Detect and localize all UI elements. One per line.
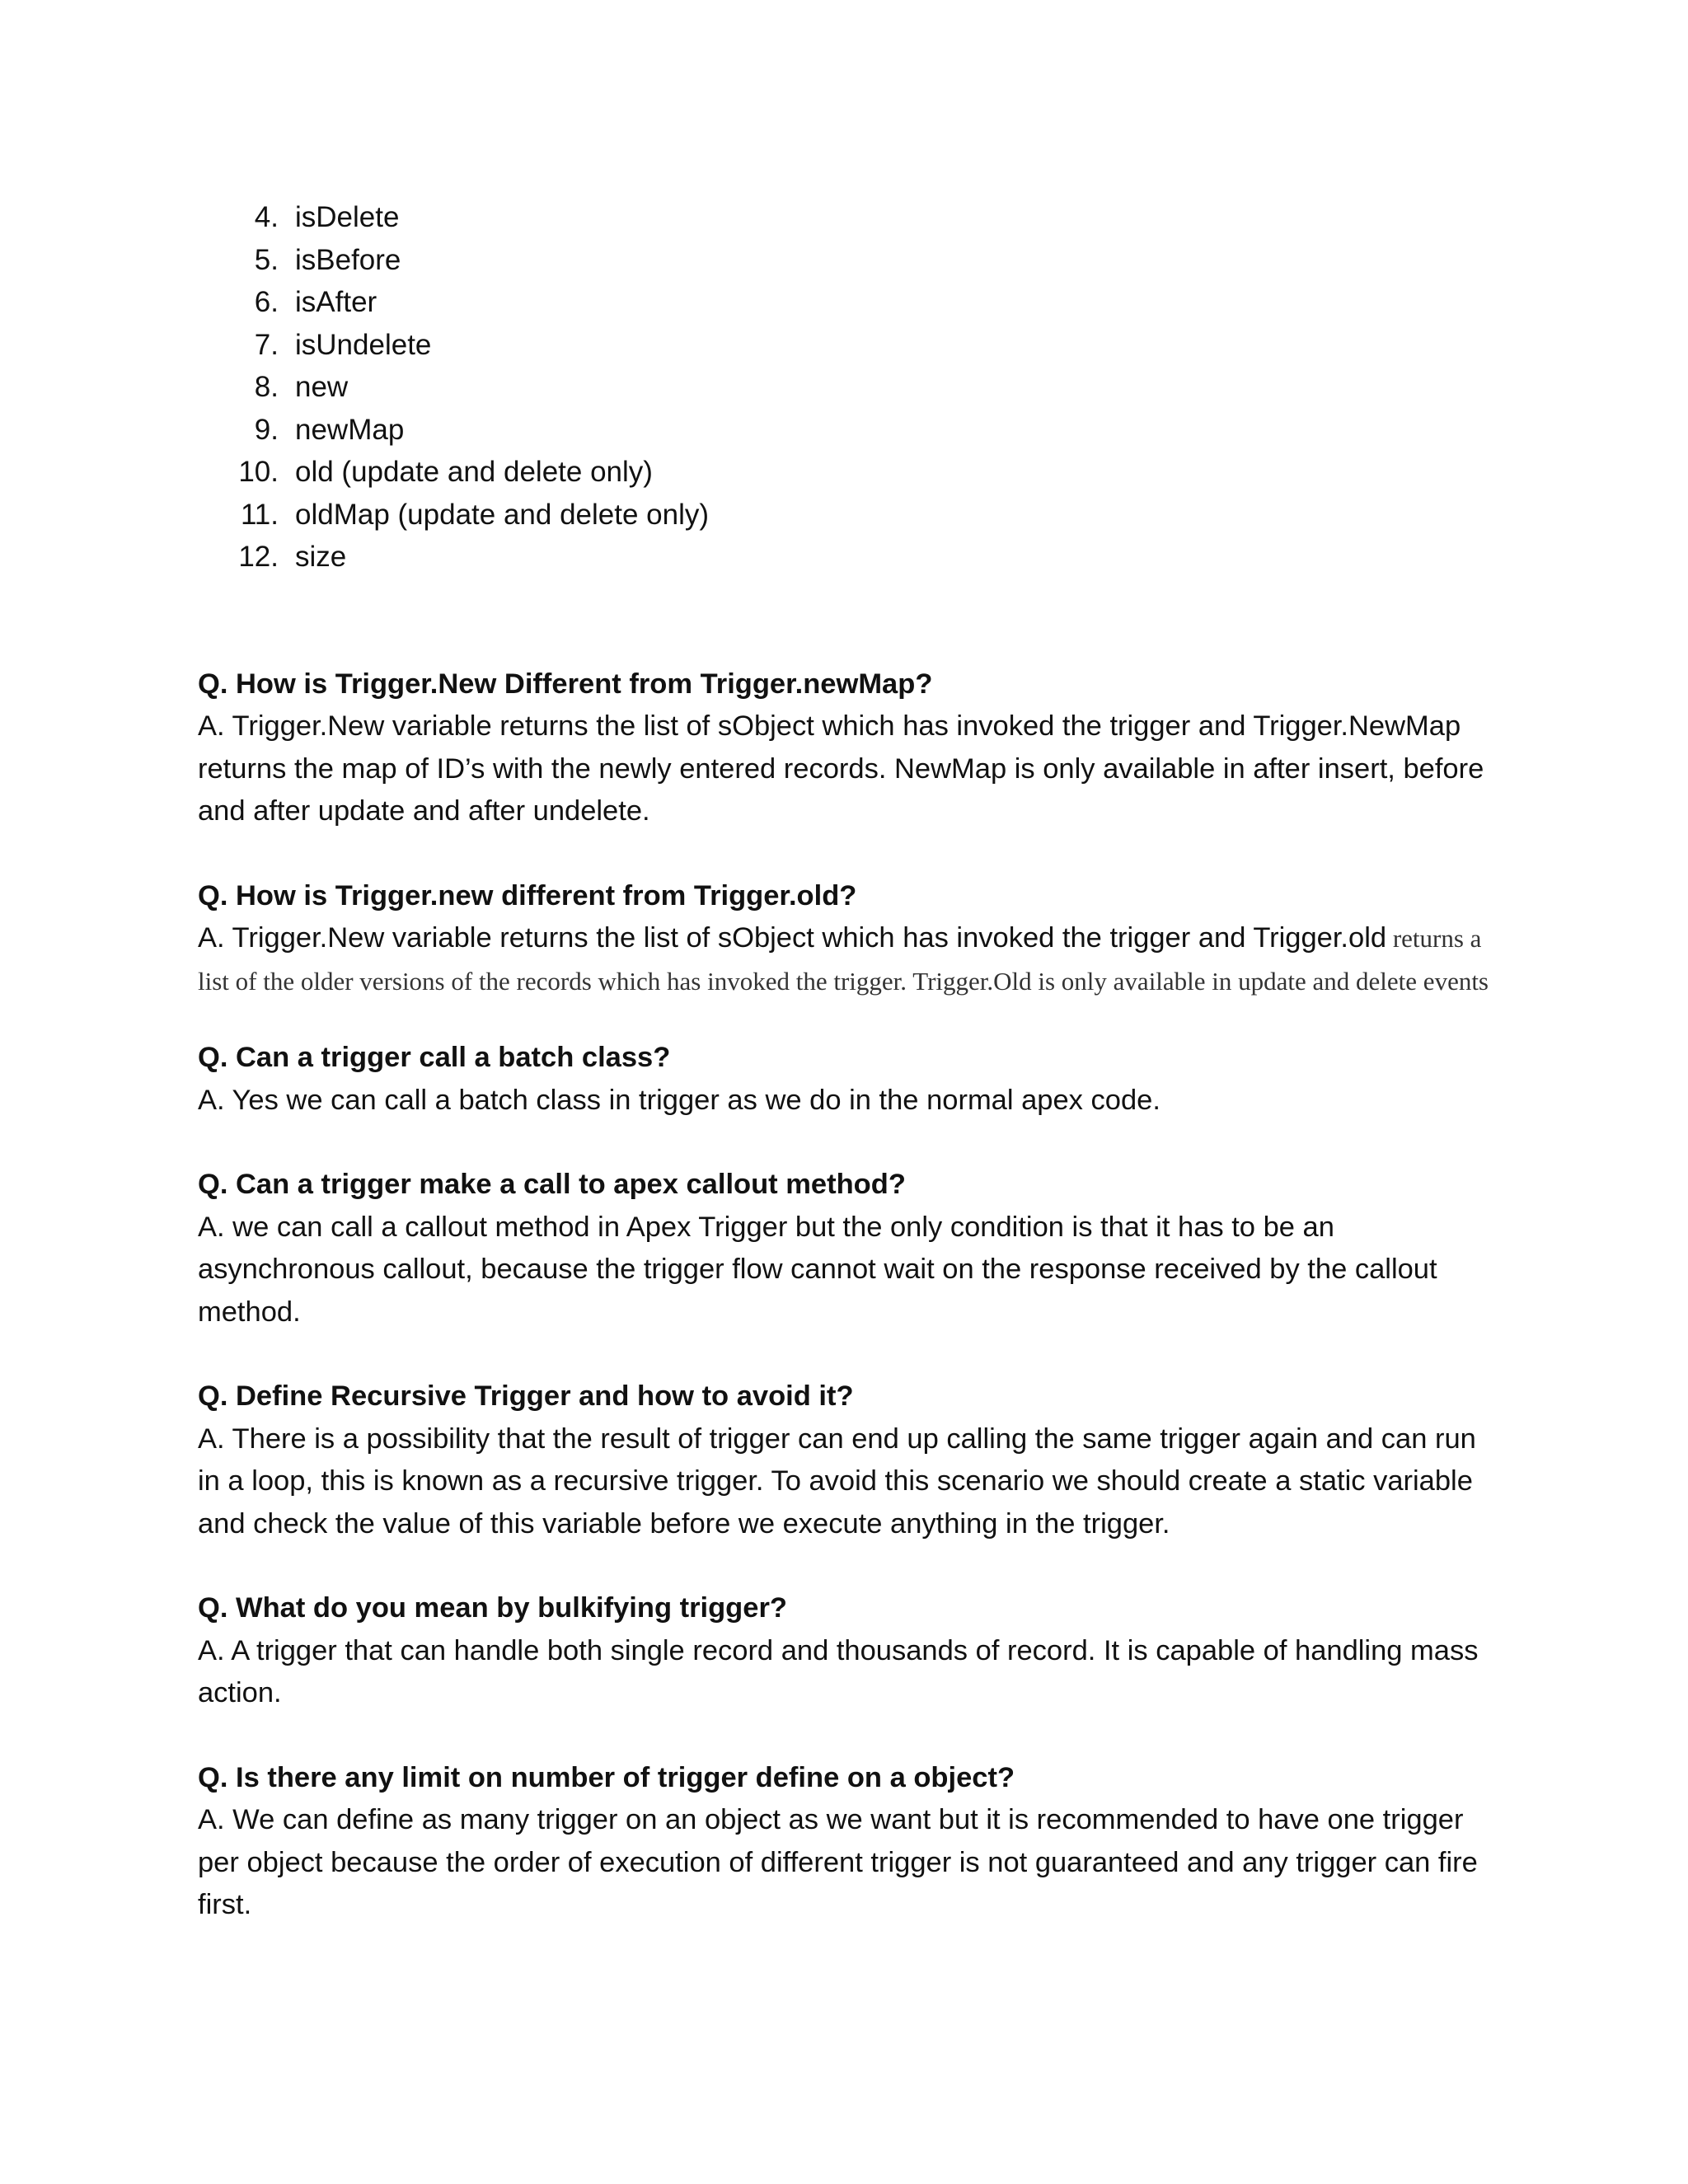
list-text: isDelete	[295, 201, 400, 233]
list-text: old (update and delete only)	[295, 456, 653, 488]
answer: A. A trigger that can handle both single record and thousands of record. It is capable of handling mass action.	[198, 1634, 1479, 1708]
list-item	[198, 366, 1500, 409]
qa-block-batch	[198, 1037, 1500, 1122]
list-number: 8.	[254, 371, 279, 403]
qa-block-recursive	[198, 1376, 1500, 1545]
answer: A. we can call a callout method in Apex Trigger but the only condition is that it has to be an asynchronous callout, because the trigger flow cannot wait on the response received by the callout method.	[198, 1211, 1437, 1328]
list-item	[198, 324, 1500, 367]
list-item	[198, 494, 1500, 537]
list-item	[198, 409, 1500, 452]
list-item	[198, 196, 1500, 239]
list-number: 4.	[254, 201, 279, 233]
question: Q. What do you mean by bulkifying trigger?	[198, 1592, 787, 1624]
answer: A. There is a possibility that the result of trigger can end up calling the same trigger again and can run in a loop, this is known as a recursive trigger. To avoid this scenario we should create a static variable and check the value of this variable before we execute anything in the trigger.	[198, 1422, 1476, 1540]
list-text: isUndelete	[295, 328, 432, 361]
answer: A. We can define as many trigger on an object as we want but it is recommended to have one trigger per object because the order of execution of different trigger is not guaranteed and any trigger can fire first.	[198, 1804, 1478, 1920]
list-text: newMap	[295, 413, 405, 446]
question: Q. Can a trigger call a batch class?	[198, 1042, 671, 1073]
list-number: 12.	[238, 541, 279, 573]
list-number: 11.	[240, 498, 279, 531]
answer: A. Yes we can call a batch class in trigger as we do in the normal apex code.	[198, 1084, 1160, 1116]
list-item	[198, 451, 1500, 494]
list-text: new	[295, 371, 349, 403]
question: Q. Is there any limit on number of trigger define on a object?	[198, 1761, 1015, 1793]
list-number: 7.	[254, 328, 279, 361]
question: Q. Define Recursive Trigger and how to avoid it?	[198, 1380, 854, 1412]
question: Q. How is Trigger.new different from Trigger.old?	[198, 879, 857, 912]
answer: A. Trigger.New variable returns the list of sObject which has invoked the trigger and Trigger.NewMap returns the map of ID’s with the newly entered records. NewMap is only available in after insert, before and after update and after undelete.	[198, 710, 1484, 827]
answer-text: A. Trigger.New variable returns the list of sObject which has invoked the trigger and Trigger.old	[198, 922, 1387, 954]
list-number: 6.	[254, 286, 279, 318]
list-text: oldMap (update and delete only)	[295, 498, 710, 531]
list-item	[198, 239, 1500, 282]
qa-block-bulkify	[198, 1587, 1500, 1715]
list-text: isBefore	[295, 243, 401, 276]
qa-block-callout	[198, 1164, 1500, 1333]
list-number: 10.	[238, 456, 279, 488]
qa-block-old	[198, 875, 1500, 1003]
answer	[198, 917, 1500, 1002]
list-item	[198, 536, 1500, 579]
list-number: 5.	[254, 243, 279, 276]
qa-block-newmap	[198, 663, 1500, 833]
qa-block-limit	[198, 1757, 1500, 1927]
list-text: isAfter	[295, 286, 377, 318]
document-page	[198, 196, 1500, 1927]
list-item	[198, 281, 1500, 324]
list-number: 9.	[254, 413, 279, 446]
answer-text-serif: returns a list of the older versions of the records which has invoked the trigger. Trigger.Old is only available in update and delete events	[198, 924, 1489, 996]
question: Q. Can a trigger make a call to apex callout method?	[198, 1169, 906, 1200]
list-text: size	[295, 541, 347, 573]
question: Q. How is Trigger.New Different from Trigger.newMap?	[198, 668, 933, 700]
context-variable-list	[198, 196, 1500, 579]
